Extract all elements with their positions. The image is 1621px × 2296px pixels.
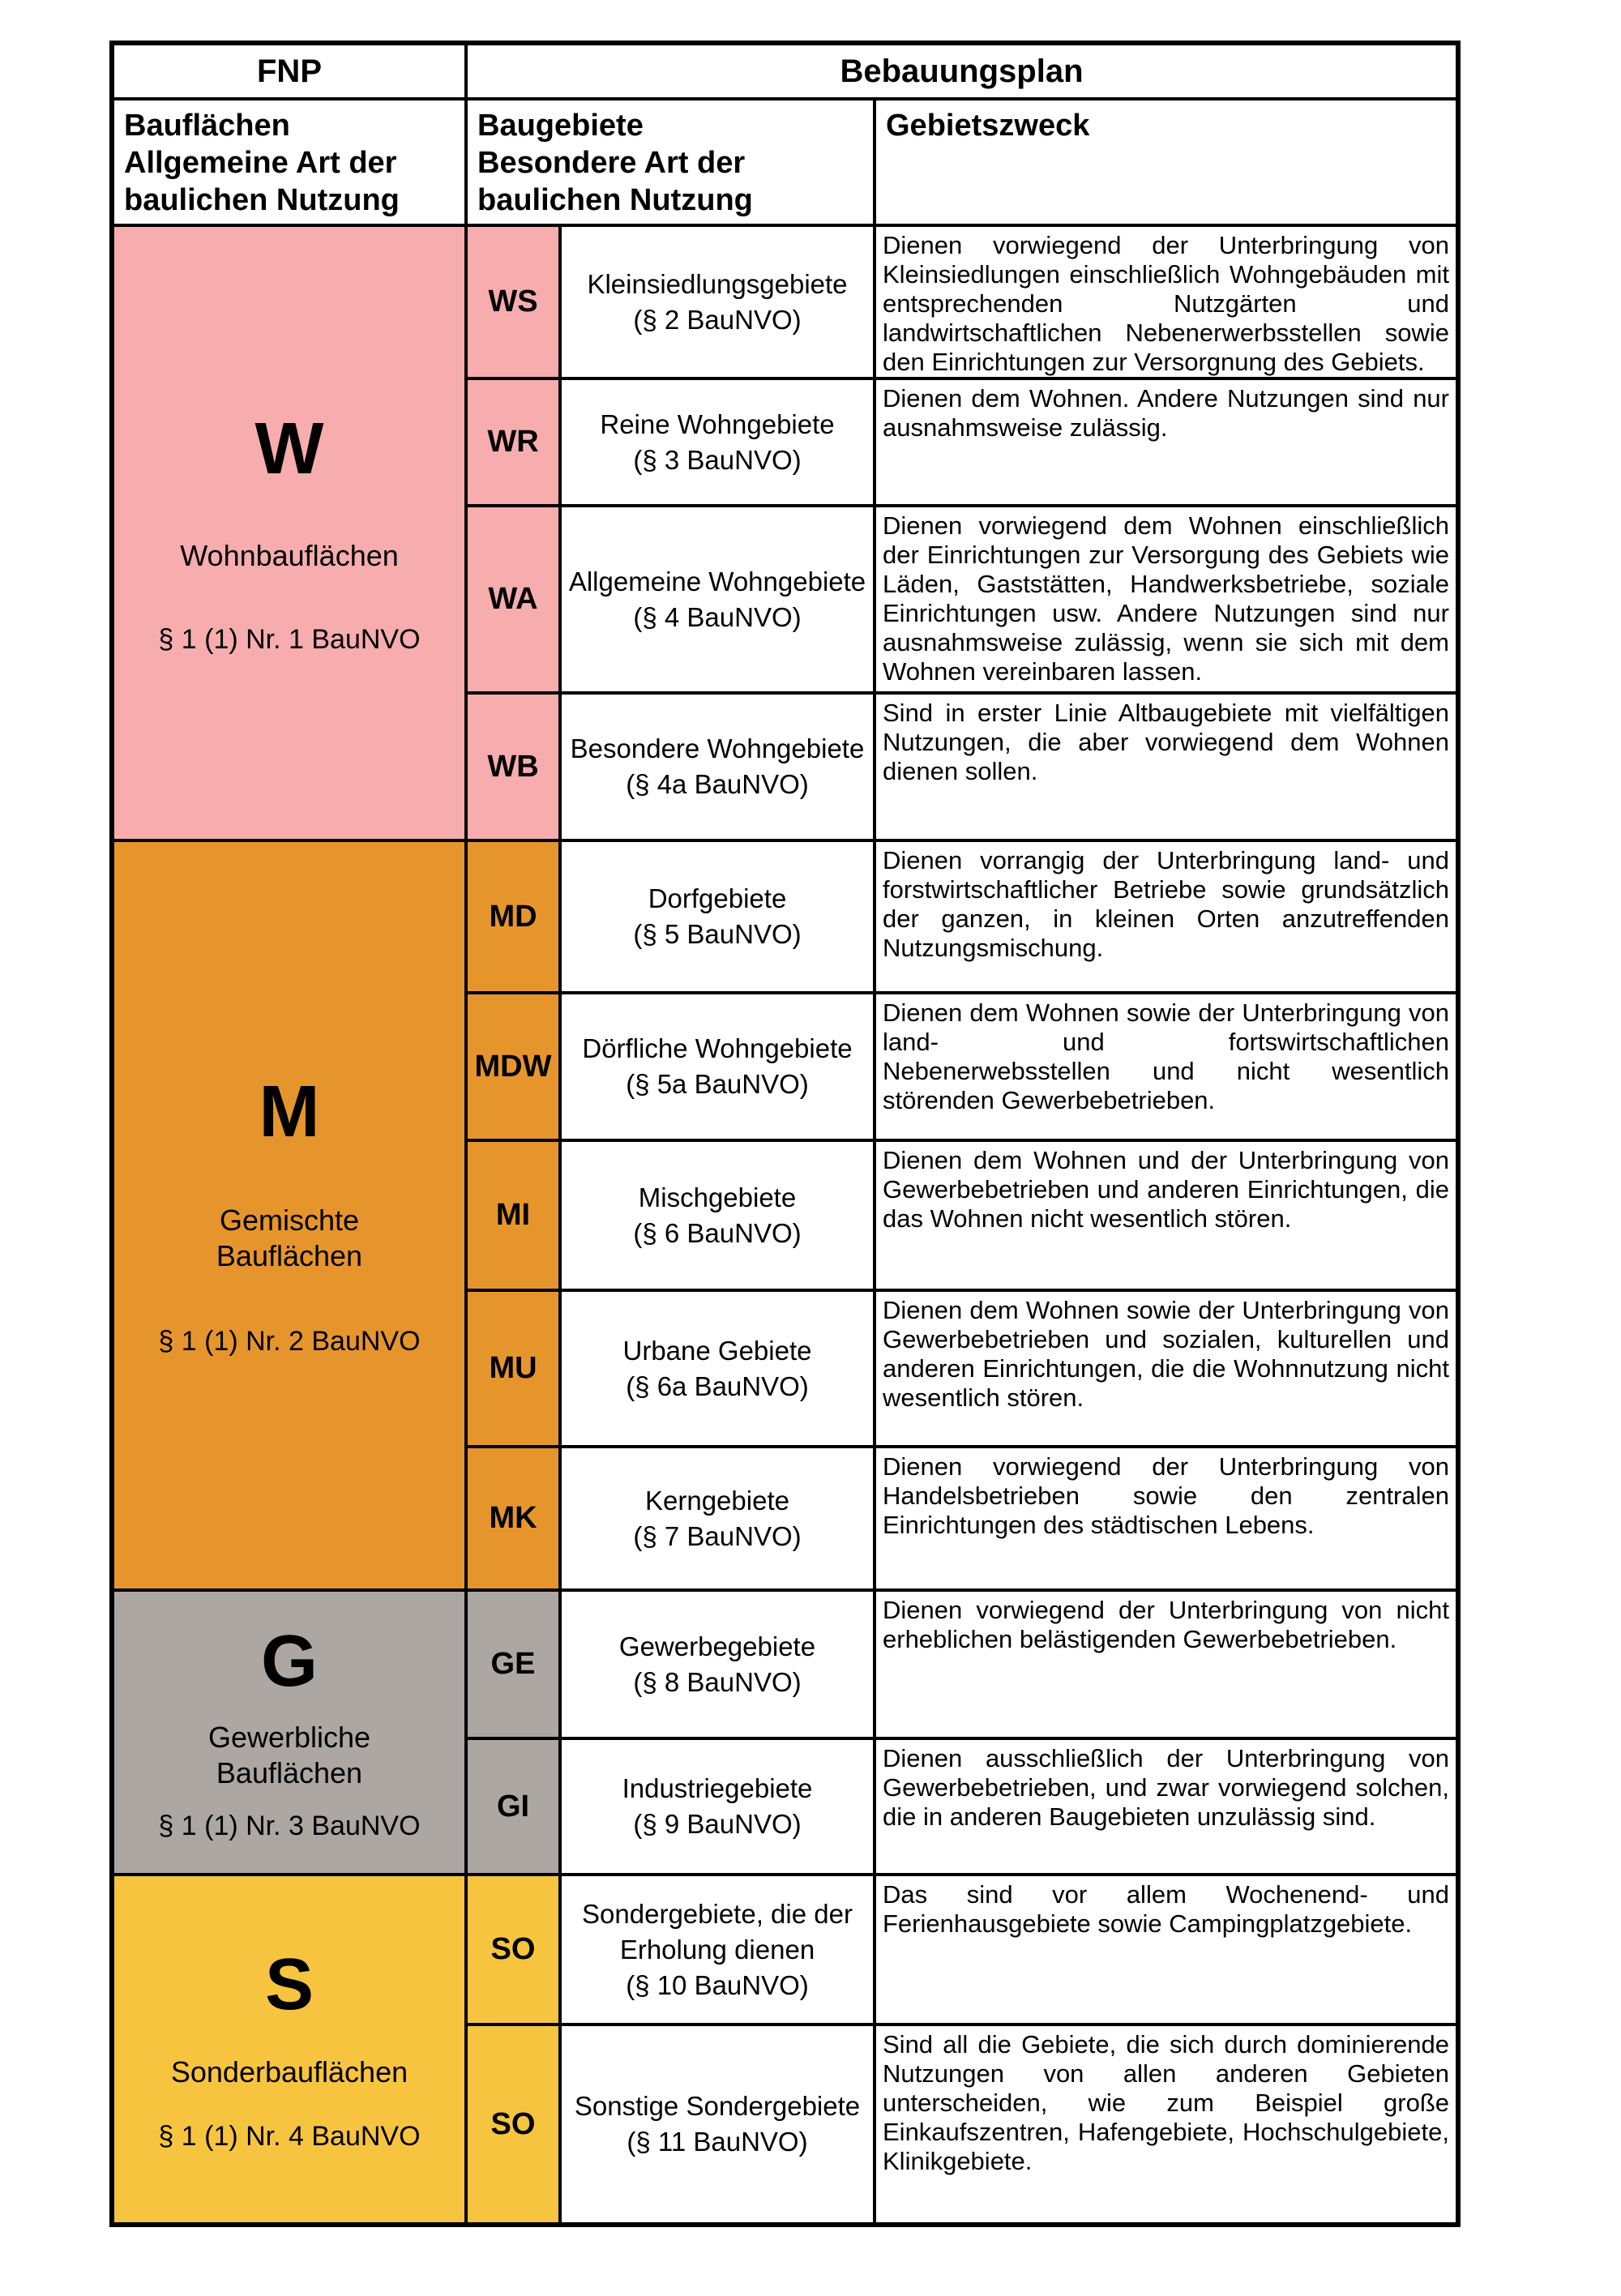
- row-wa-code-label: WA: [488, 582, 538, 616]
- header-bauflaechen-line3: baulichen Nutzung: [124, 183, 400, 217]
- header-gebietszweck-label: Gebietszweck: [886, 109, 1090, 143]
- row-ge-code-label: GE: [490, 1647, 536, 1681]
- row-ge-name: [562, 1592, 873, 1737]
- row-mdw-code: [468, 994, 558, 1139]
- section-s-law: § 1 (1) Nr. 4 BauNVO: [158, 2120, 421, 2152]
- section-g-law: § 1 (1) Nr. 3 BauNVO: [158, 1810, 421, 1841]
- header-gebietszweck: [876, 100, 1456, 224]
- row-wa-name-label: Allgemeine Wohngebiete: [568, 566, 866, 596]
- row-md-name: [562, 842, 873, 991]
- row-mi-code-label: MI: [495, 1198, 531, 1232]
- row-so2-code: [468, 2026, 558, 2222]
- row-wr-purpose: Dienen dem Wohnen. Andere Nutzungen sind nur ausnahmsweise zulässig.: [876, 380, 1456, 504]
- row-mdw-name-label: Dörfliche Wohngebiete: [582, 1033, 853, 1063]
- row-mk-name: [562, 1448, 873, 1588]
- row-wa-ref-label: (§ 4 BauNVO): [633, 601, 802, 632]
- row-mi-code: [468, 1142, 558, 1289]
- row-gi-purpose: Dienen ausschließlich der Unterbringung von Gewerbebetrieben, und zwar vorwiegend solchen, die in anderen Baugebieten unzulässig sind.: [876, 1740, 1456, 1873]
- row-ws-code-label: WS: [488, 284, 538, 319]
- section-s-name: Sonderbauflächen: [170, 2054, 408, 2089]
- row-gi-name-label: Industriegebiete: [622, 1773, 813, 1803]
- row-wr-name-label: Reine Wohngebiete: [600, 408, 835, 439]
- header-baugebiete-line2: Besondere Art der: [477, 146, 746, 180]
- row-mdw-name: [562, 994, 873, 1139]
- row-mk-purpose: Dienen vorwiegend der Unterbringung von Handelsbetrieben sowie den zentralen Einrichtungen des städtischen Lebens.: [876, 1448, 1456, 1588]
- row-md-name-label: Dorfgebiete: [648, 883, 787, 913]
- section-s-letter: S: [264, 1943, 314, 2025]
- row-mk-ref-label: (§ 7 BauNVO): [633, 1520, 802, 1551]
- header-baugebiete: [468, 100, 873, 224]
- row-wb-name-label: Besondere Wohngebiete: [570, 733, 865, 763]
- row-so1-name: [562, 1876, 873, 2023]
- row-mi-name: [562, 1142, 873, 1289]
- section-w-name: Wohnbauflächen: [180, 538, 399, 572]
- row-mu-purpose: Dienen dem Wohnen sowie der Unterbringung von Gewerbebetrieben und sozialen, kulturellen und anderen Einrichtungen, die die Wohnnutzung nicht wesentlich stören.: [876, 1292, 1456, 1445]
- row-wb-code: [468, 695, 558, 839]
- row-ge-ref-label: (§ 8 BauNVO): [633, 1666, 802, 1697]
- row-ws-code: [468, 227, 558, 377]
- header-fnp-label: FNP: [257, 53, 322, 89]
- header-baugebiete-line3: baulichen Nutzung: [477, 183, 753, 217]
- row-wa-code: [468, 507, 558, 691]
- row-mu-ref-label: (§ 6a BauNVO): [626, 1370, 809, 1401]
- row-so2-name-label: Sonstige Sondergebiete: [574, 2091, 861, 2121]
- row-so1-ref-label: (§ 10 BauNVO): [626, 1969, 809, 2000]
- zoning-table: [109, 41, 1461, 2227]
- row-mdw-purpose: Dienen dem Wohnen sowie der Unterbringung von land- und fortswirtschaftlichen Nebenerwebsstellen und nicht wesentlich störenden Gewerbebetrieben.: [876, 994, 1456, 1139]
- section-m-law: § 1 (1) Nr. 2 BauNVO: [158, 1325, 421, 1357]
- row-ge-name-label: Gewerbegebiete: [618, 1631, 816, 1661]
- row-so2-code-label: SO: [490, 2106, 536, 2141]
- row-wb-name: [562, 695, 873, 839]
- row-so1-code-label: SO: [490, 1932, 536, 1966]
- header-bauflaechen-line2: Allgemeine Art der: [124, 146, 397, 180]
- section-m-name: Gemischte Bauflächen: [216, 1203, 363, 1272]
- row-wa-purpose: Dienen vorwiegend dem Wohnen einschließlich der Einrichtungen zur Versorgung des Gebiets wie Läden, Gaststätten, Handwerksbetriebe, soziale Einrichtungen usw. Andere Nutzungen sind nur ausnahmsweise zulässig, wenn sie sich mit dem Wohnen vereinbaren lassen.: [876, 507, 1456, 691]
- row-mi-ref-label: (§ 6 BauNVO): [633, 1217, 802, 1248]
- row-wb-code-label: WB: [487, 749, 539, 784]
- row-ws-name-label: Kleinsiedlungsgebiete: [587, 268, 848, 299]
- row-so1-name-label: Sondergebiete, die der Erholung dienen: [582, 1898, 853, 1965]
- row-mu-name-label: Urbane Gebiete: [622, 1335, 812, 1366]
- section-w-law: § 1 (1) Nr. 1 BauNVO: [158, 623, 421, 655]
- row-gi-code: [468, 1740, 558, 1873]
- section-s-cell: [114, 1876, 464, 2222]
- row-mdw-code-label: MDW: [474, 1049, 552, 1084]
- row-wr-name: [562, 380, 873, 504]
- section-g-letter: G: [260, 1620, 318, 1702]
- header-bauflaechen-line1: Bauflächen: [124, 109, 290, 143]
- row-mu-code-label: MU: [489, 1351, 537, 1385]
- header-fnp: [114, 45, 464, 97]
- row-md-ref-label: (§ 5 BauNVO): [633, 919, 802, 949]
- section-m-letter: M: [259, 1071, 320, 1152]
- row-wb-purpose: Sind in erster Linie Altbaugebiete mit vielfältigen Nutzungen, die aber vorwiegend dem Wohnen dienen sollen.: [876, 695, 1456, 839]
- row-md-code: [468, 842, 558, 991]
- section-g-cell: [114, 1592, 464, 1873]
- row-ws-purpose: Dienen vorwiegend der Unterbringung von Kleinsiedlungen einschließlich Wohngebäuden mit entsprechenden Nutzgärten und landwirtschaftlichen Nebenerwerbsstellen sowie den Einrichtungen zur Versorgnung des Gebiets.: [876, 227, 1456, 377]
- row-ws-name: [562, 227, 873, 377]
- row-mk-code: [468, 1448, 558, 1588]
- row-gi-name: [562, 1740, 873, 1873]
- row-so2-name: [562, 2026, 873, 2222]
- row-mi-name-label: Mischgebiete: [638, 1182, 797, 1212]
- row-mi-purpose: Dienen dem Wohnen und der Unterbringung von Gewerbebetrieben und anderen Einrichtungen, die das Wohnen nicht wesentlich stören.: [876, 1142, 1456, 1289]
- row-gi-code-label: GI: [496, 1789, 530, 1824]
- section-w-letter: W: [254, 408, 324, 490]
- section-g-name: Gewerbliche Bauflächen: [207, 1720, 371, 1789]
- row-so2-purpose: Sind all die Gebiete, die sich durch dominierende Nutzungen von allen anderen Gebieten unterscheiden, wie zum Beispiel große Einkaufszentren, Hafengebiete, Hochschulgebiete, Klinikgebiete.: [876, 2026, 1456, 2222]
- row-mu-name: [562, 1292, 873, 1445]
- row-wr-ref-label: (§ 3 BauNVO): [633, 444, 802, 475]
- row-mk-name-label: Kerngebiete: [645, 1485, 789, 1516]
- section-m-cell: [114, 842, 464, 1588]
- row-wa-name: [562, 507, 873, 691]
- section-w-cell: [114, 227, 464, 839]
- row-ge-purpose: Dienen vorwiegend der Unterbringung von nicht erheblichen belästigenden Gewerbebetrieben.: [876, 1592, 1456, 1737]
- row-mk-code-label: MK: [489, 1501, 537, 1535]
- row-so1-purpose: Das sind vor allem Wochenend- und Ferienhausgebiete sowie Campingplatzgebiete.: [876, 1876, 1456, 2023]
- row-ge-code: [468, 1592, 558, 1737]
- row-mu-code: [468, 1292, 558, 1445]
- row-gi-ref-label: (§ 9 BauNVO): [633, 1809, 802, 1839]
- header-bebauungsplan-label: Bebauungsplan: [840, 53, 1084, 89]
- row-so2-ref-label: (§ 11 BauNVO): [627, 2127, 808, 2157]
- row-so1-code: [468, 1876, 558, 2023]
- row-wr-code-label: WR: [487, 425, 539, 459]
- row-wb-ref-label: (§ 4a BauNVO): [626, 769, 809, 799]
- row-md-code-label: MD: [489, 899, 537, 934]
- row-ws-ref-label: (§ 2 BauNVO): [633, 304, 802, 335]
- header-bauflaechen: [114, 100, 464, 224]
- header-bebauungsplan: [468, 45, 1456, 97]
- row-wr-code: [468, 380, 558, 504]
- row-md-purpose: Dienen vorrangig der Unterbringung land- und forstwirtschaftlicher Betriebe sowie grundsätzlich der ganzen, in kleinen Orten anzutreffenden Nutzungsmischung.: [876, 842, 1456, 991]
- header-baugebiete-line1: Baugebiete: [477, 109, 644, 143]
- row-mdw-ref-label: (§ 5a BauNVO): [626, 1069, 809, 1099]
